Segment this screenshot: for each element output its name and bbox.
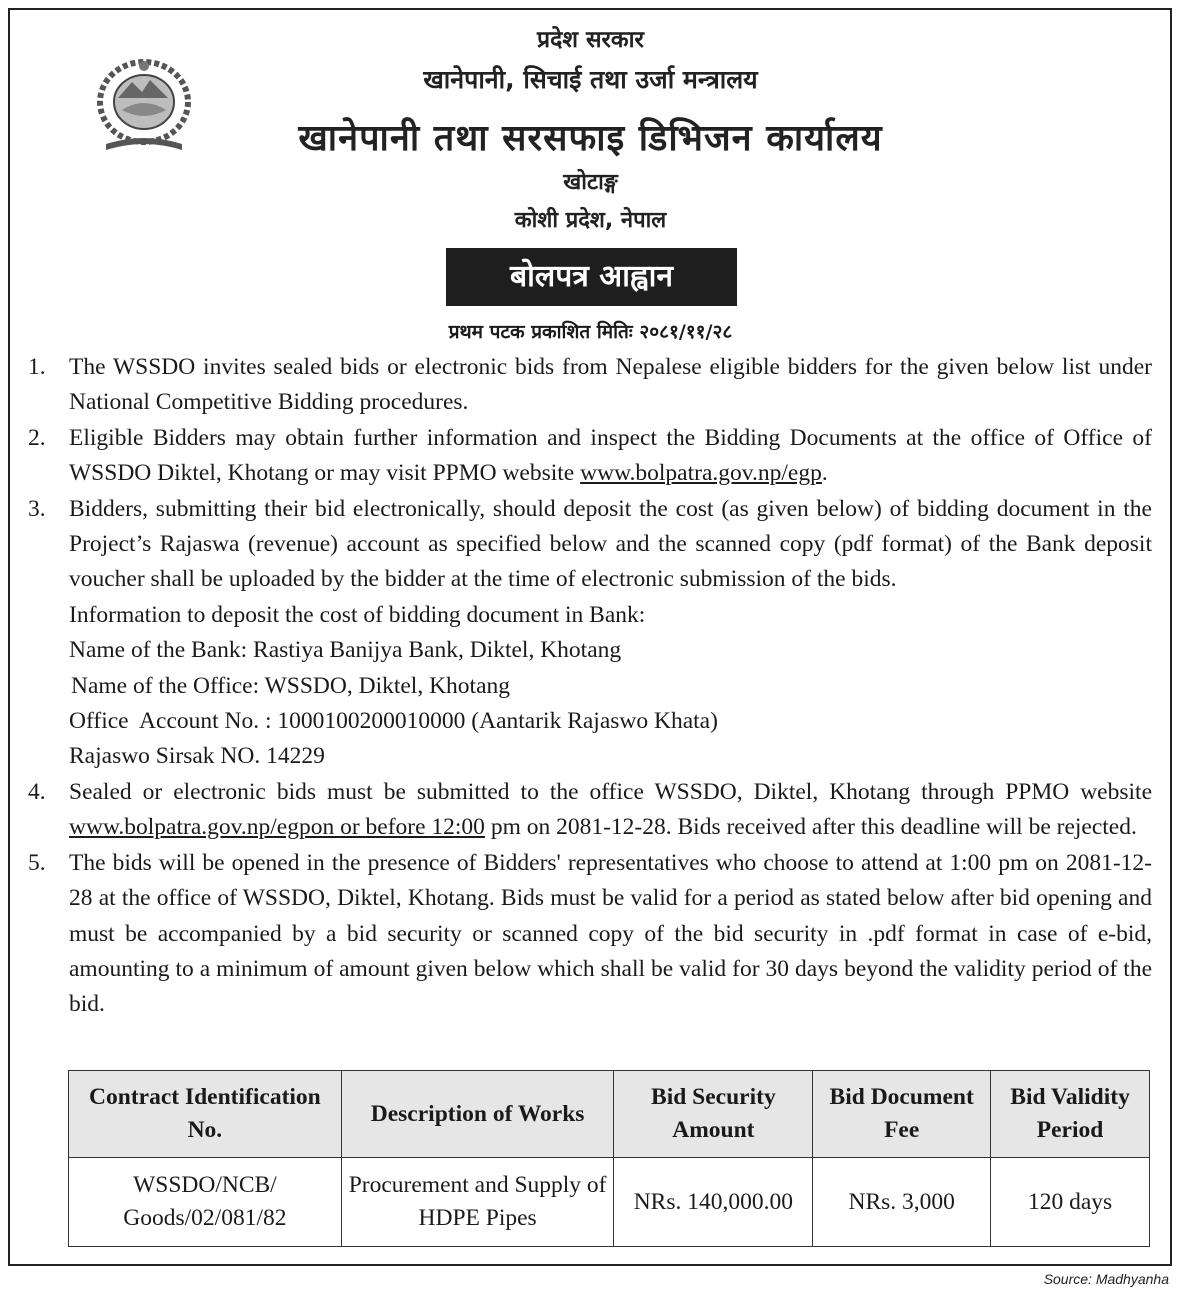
column-header: Contract Identification No. xyxy=(69,1071,342,1158)
header-line-province-country: कोशी प्रदेश, नेपाल xyxy=(514,208,667,233)
list-item xyxy=(28,350,1152,421)
revenue-heading-number: Rajaswo Sirsak NO. 14229 xyxy=(69,743,325,770)
ppmo-website-link[interactable]: www.bolpatra.gov.np/egp xyxy=(580,460,822,487)
bid-security-cell: NRs. 140,000.00 xyxy=(614,1158,813,1247)
validity-period-cell: 120 days xyxy=(991,1158,1150,1247)
list-item xyxy=(28,846,1152,1023)
notice-body xyxy=(28,350,1152,1023)
item-paragraph: Bidders, submitting their bid electronically, should deposit the cost (as given below) of bidding document in the Project’s Rajaswa (revenue) account as specified below and the scanned copy (pdf format) of the Bank deposit voucher shall be uploaded by the bidder at the time of electronic submission of the bids. xyxy=(69,495,1152,593)
column-header: Bid Document Fee xyxy=(813,1071,991,1158)
header-line-province-government: प्रदेश सरकार xyxy=(537,27,644,53)
table-row xyxy=(69,1158,1150,1247)
contract-id-cell: WSSDO/NCB/ Goods/02/081/82 xyxy=(69,1158,342,1247)
notice-title-banner: बोलपत्र आह्वान xyxy=(446,248,737,306)
column-header: Bid Security Amount xyxy=(614,1071,813,1158)
item-text: The WSSDO invites sealed bids or electronic bids from Nepalese eligible bidders for the given below list under National Competitive Bidding procedures. xyxy=(69,354,1152,416)
account-number: Office Account No. : 1000100200010000 (Aantarik Rajaswo Khata) xyxy=(69,708,718,735)
document-fee-cell: NRs. 3,000 xyxy=(813,1158,991,1247)
item-number: 4. xyxy=(28,778,46,805)
bank-name: Name of the Bank: Rastiya Banijya Bank, Diktel, Khotang xyxy=(69,637,622,664)
column-header: Description of Works xyxy=(341,1071,614,1158)
description-cell: Procurement and Supply of HDPE Pipes xyxy=(341,1158,614,1247)
item-text-part: Sealed or electronic bids must be submitted to the office WSSDO, Diktel, Khotang through PPMO website xyxy=(69,778,1152,805)
source-credit: Source: Madhyanha xyxy=(1043,1271,1169,1287)
item-number: 1. xyxy=(28,354,46,380)
contract-table xyxy=(68,1070,1150,1247)
item-text xyxy=(69,775,1152,846)
header-line-ministry: खानेपानी, सिचाई तथा उर्जा मन्त्रालय xyxy=(423,65,758,94)
item-number: 2. xyxy=(28,424,46,451)
table-header-row xyxy=(69,1071,1150,1158)
list-item xyxy=(28,775,1152,846)
item-text: The bids will be opened in the presence of Bidders' representatives who choose to attend at 1:00 pm on 2081-12-28 at the office of WSSDO, Diktel, Khotang. Bids must be valid for a period as stated below after bid opening and must be accompanied by a bid security or scanned copy of the bid security in .pdf format in case of e-bid, amounting to a minimum of amount given below which shall be valid for 30 days beyond the validity period of the bid. xyxy=(69,849,1152,1018)
column-header: Bid Validity Period xyxy=(991,1071,1150,1158)
publish-date: प्रथम पटक प्रकाशित मितिः २०८१/११/२८ xyxy=(448,321,733,343)
list-item xyxy=(28,492,1152,775)
header-line-office-name: खानेपानी तथा सरसफाइ डिभिजन कार्यालय xyxy=(298,118,883,159)
item-text xyxy=(69,421,1152,492)
item-number: 5. xyxy=(28,849,46,876)
item-number: 3. xyxy=(28,495,46,522)
office-name: Name of the Office: WSSDO, Diktel, Khotang xyxy=(71,672,511,699)
list-item xyxy=(28,421,1152,492)
item-text-part: . xyxy=(821,460,828,487)
deposit-info-heading: Information to deposit the cost of bidding document in Bank: xyxy=(69,601,646,628)
item-text-part: Eligible Bidders may obtain further information and inspect the Bidding Documents at the office of Office of WSSDO Diktel, Khotang or may visit PPMO website xyxy=(69,424,1152,487)
item-text-part: pm on 2081-12-28. Bids received after this deadline will be rejected. xyxy=(484,814,1137,841)
header-line-district: खोटाङ्ग xyxy=(563,170,618,195)
ppmo-submission-link[interactable]: www.bolpatra.gov.np/egpon or before 12:00 xyxy=(69,814,485,841)
item-text xyxy=(69,492,1152,775)
